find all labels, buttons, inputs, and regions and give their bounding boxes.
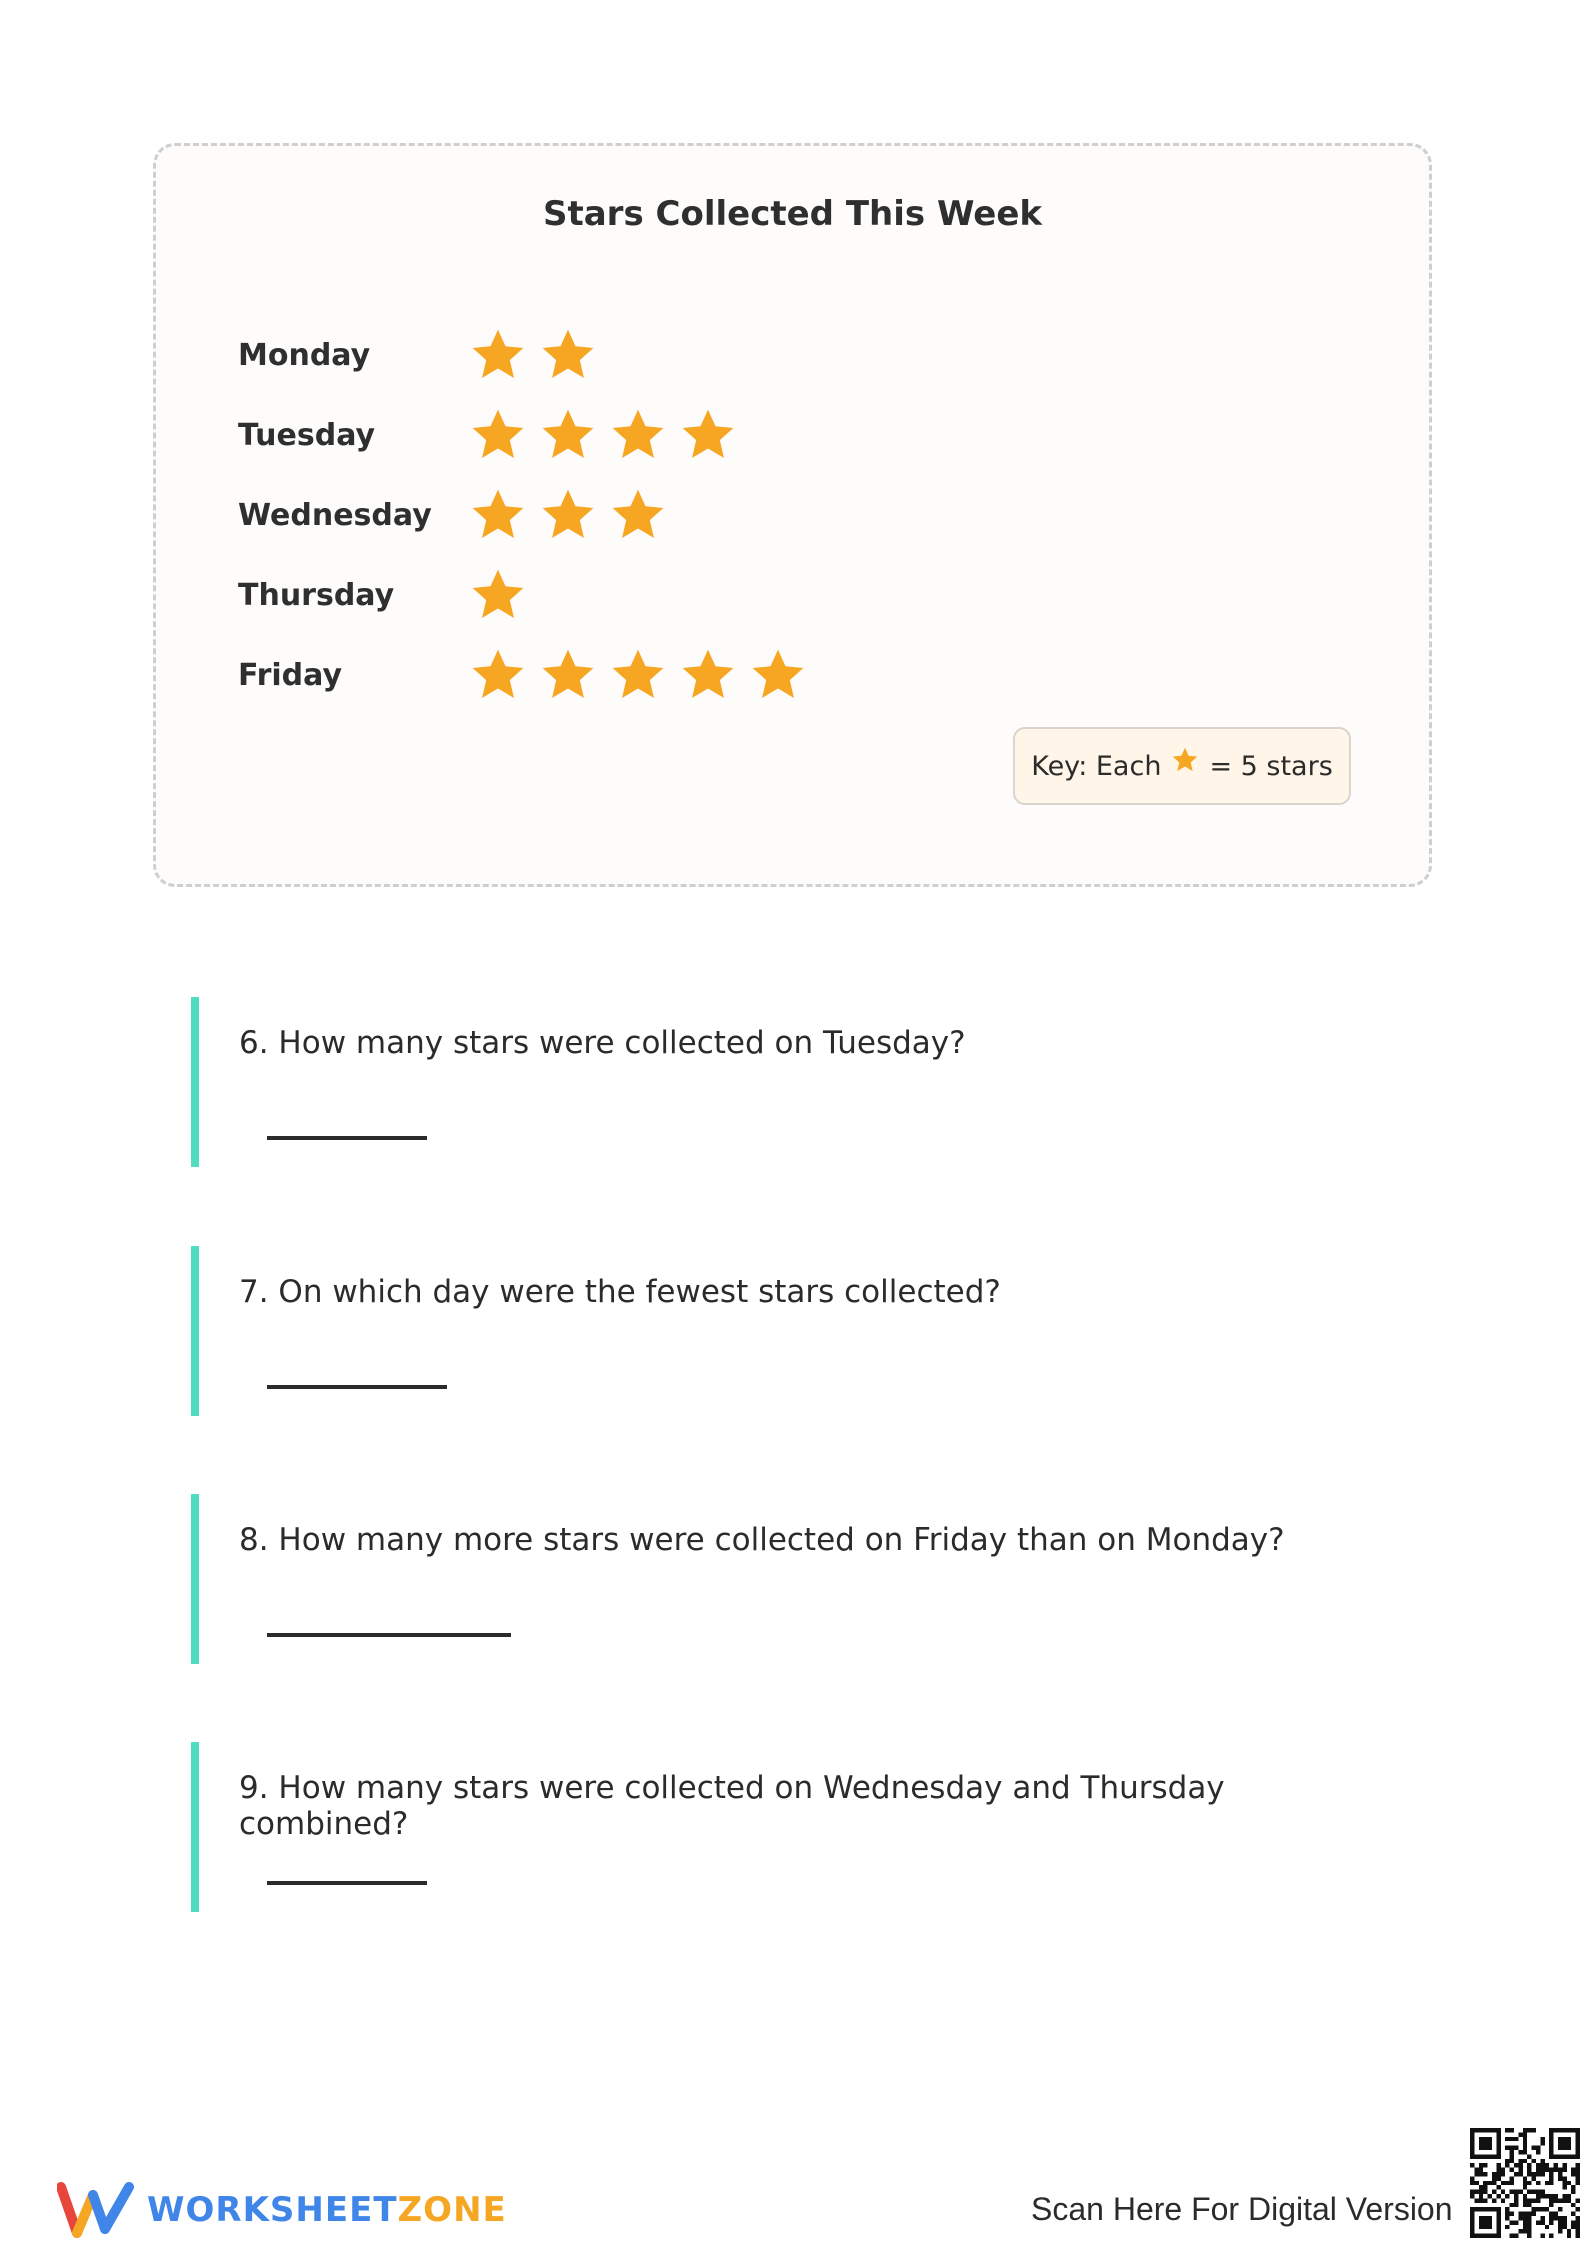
star-icon (609, 486, 667, 544)
star-icon (469, 406, 527, 464)
chart-key (1013, 727, 1351, 805)
chart-title: Stars Collected This Week (543, 194, 1042, 234)
star-icon (609, 406, 667, 464)
key-prefix: Key: Each (1031, 750, 1162, 782)
star-icon (469, 646, 527, 704)
question-text: 8. How many more stars were collected on Friday than on Monday? (239, 1522, 1285, 1558)
question-6 (191, 997, 1399, 1167)
question-9 (191, 1742, 1399, 1912)
scan-text: Scan Here For Digital Version (1031, 2191, 1453, 2227)
question-text: 6. How many stars were collected on Tuesday? (239, 1025, 966, 1061)
day-label-thursday: Thursday (238, 578, 395, 613)
answer-blank[interactable] (267, 1385, 447, 1389)
worksheetzone-logo (57, 2181, 507, 2239)
question-7 (191, 1246, 1399, 1416)
question-text: 7. On which day were the fewest stars collected? (239, 1274, 1001, 1310)
logo-text (147, 2190, 507, 2230)
logo-text-worksheet: WORKSHEET (147, 2190, 398, 2230)
key-suffix: = 5 stars (1209, 750, 1333, 782)
logo-w-icon (57, 2181, 135, 2239)
star-icon (1171, 746, 1199, 774)
question-8 (191, 1494, 1399, 1664)
pictograph-row-tuesday (156, 396, 1429, 476)
star-icon (609, 646, 667, 704)
day-label-wednesday: Wednesday (238, 498, 432, 533)
star-icon (679, 406, 737, 464)
star-icon (469, 326, 527, 384)
star-icon (469, 486, 527, 544)
pictograph-row-wednesday (156, 476, 1429, 556)
star-icon (539, 646, 597, 704)
star-icon (749, 646, 807, 704)
star-icon (539, 486, 597, 544)
answer-blank[interactable] (267, 1136, 427, 1140)
pictograph-row-thursday (156, 556, 1429, 636)
pictograph-row-friday (156, 636, 1429, 716)
qr-code-icon[interactable] (1470, 2128, 1580, 2238)
logo-text-zone: ZONE (397, 2190, 507, 2230)
star-icon (469, 566, 527, 624)
star-icon (539, 326, 597, 384)
day-label-tuesday: Tuesday (238, 418, 376, 453)
star-icon (679, 646, 737, 704)
question-text: 9. How many stars were collected on Wednesday and Thursday combined? (239, 1770, 1225, 1842)
answer-blank[interactable] (267, 1633, 511, 1637)
pictograph-chart (153, 143, 1432, 887)
day-label-monday: Monday (238, 338, 371, 373)
day-label-friday: Friday (238, 658, 343, 693)
answer-blank[interactable] (267, 1881, 427, 1885)
star-icon (539, 406, 597, 464)
pictograph-row-monday (156, 316, 1429, 396)
